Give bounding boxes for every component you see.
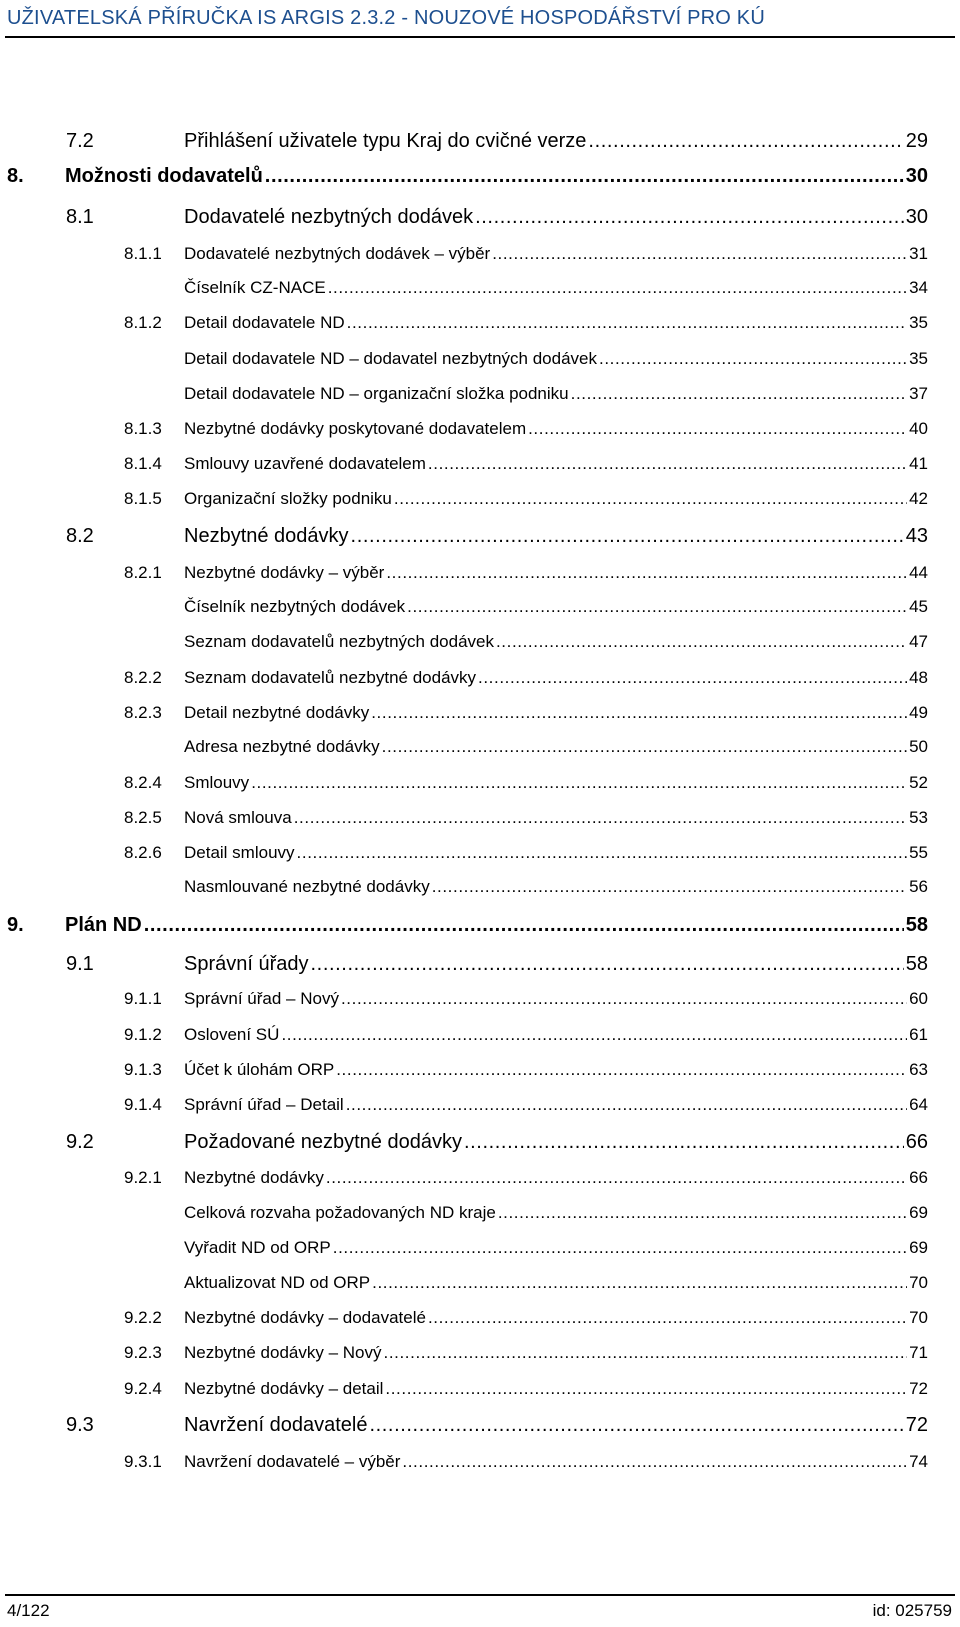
toc-entry-page: 72 (909, 1379, 928, 1398)
toc-dot-leader (498, 1203, 907, 1223)
toc-entry[interactable] (124, 1452, 928, 1472)
toc-entry-page: 63 (909, 1060, 928, 1079)
toc-entry-number: 8.1.1 (124, 244, 162, 263)
toc-dot-leader (475, 206, 904, 229)
toc-entry-number: 9. (7, 914, 24, 936)
toc-entry-title: Přihlášení uživatele typu Kraj do cvičné verze (184, 130, 587, 152)
toc-entry[interactable] (184, 877, 928, 897)
toc-entry-page: 41 (909, 454, 928, 473)
toc-entry-number: 9.1.4 (124, 1095, 162, 1114)
toc-entry-page: 34 (909, 278, 928, 297)
toc-entry[interactable] (124, 808, 928, 828)
toc-entry[interactable] (124, 1095, 928, 1115)
toc-entry[interactable] (184, 384, 928, 404)
toc-entry-page: 70 (909, 1273, 928, 1292)
toc-entry[interactable] (124, 1025, 928, 1045)
toc-entry[interactable] (124, 244, 928, 264)
toc-entry[interactable] (124, 1308, 928, 1328)
toc-entry-number: 9.2 (66, 1131, 94, 1153)
toc-entry[interactable] (66, 525, 928, 548)
toc-entry-title: Adresa nezbytné dodávky (184, 737, 380, 756)
toc-dot-leader (402, 1452, 907, 1472)
toc-entry-page: 58 (905, 953, 928, 975)
toc-entry[interactable] (184, 349, 928, 369)
toc-entry-title: Aktualizovat ND od ORP (184, 1273, 371, 1292)
toc-entry-page: 52 (909, 773, 928, 792)
toc-dot-leader (144, 914, 904, 937)
toc-entry-page: 47 (909, 632, 928, 651)
toc-entry-page: 50 (909, 737, 928, 756)
toc-entry-title: Požadované nezbytné dodávky (184, 1131, 462, 1153)
toc-entry-title: Detail dodavatele ND – organizační složka podniku (184, 384, 569, 403)
toc-entry[interactable] (124, 1379, 928, 1399)
page-number: 4/122 (7, 1601, 50, 1620)
toc-entry[interactable] (124, 668, 928, 688)
toc-entry[interactable] (124, 989, 928, 1009)
toc-entry-title: Plán ND (65, 914, 142, 936)
toc-entry-number: 8.1.2 (124, 313, 162, 332)
toc-entry-page: 55 (909, 843, 928, 862)
toc-entry-page: 69 (909, 1203, 928, 1222)
toc-entry[interactable] (124, 454, 928, 474)
toc-entry-title: Navržení dodavatelé – výběr (184, 1452, 401, 1471)
toc-entry[interactable] (124, 1168, 928, 1188)
toc-entry-page: 53 (909, 808, 928, 827)
toc-dot-leader (428, 454, 907, 474)
toc-dot-leader (588, 130, 903, 153)
toc-entry-page: 30 (905, 165, 928, 187)
toc-entry-page: 58 (905, 914, 928, 936)
toc-entry[interactable] (124, 313, 928, 333)
toc-dot-leader (386, 563, 907, 583)
toc-entry-title: Seznam dodavatelů nezbytné dodávky (184, 668, 477, 687)
toc-entry-title: Nasmlouvané nezbytné dodávky (184, 877, 430, 896)
toc-entry-page: 66 (909, 1168, 928, 1187)
toc-dot-leader (369, 1414, 903, 1437)
toc-entry-number: 9.2.3 (124, 1343, 162, 1362)
toc-entry[interactable] (124, 1343, 928, 1363)
toc-entry[interactable] (66, 130, 928, 153)
toc-entry-number: 8.1.3 (124, 419, 162, 438)
toc-entry-page: 45 (909, 597, 928, 616)
toc-entry-page: 44 (909, 563, 928, 582)
toc-entry-number: 9.1 (66, 953, 94, 975)
toc-dot-leader (341, 989, 907, 1009)
toc-entry-page: 71 (909, 1343, 928, 1362)
running-header: UŽIVATELSKÁ PŘÍRUČKA IS ARGIS 2.3.2 - NOUZOVÉ HOSPODÁŘSTVÍ PRO KÚ (7, 7, 765, 29)
toc-dot-leader (347, 313, 907, 333)
toc-dot-leader (428, 1308, 907, 1328)
toc-entry-number: 8.1.4 (124, 454, 162, 473)
toc-entry[interactable] (124, 419, 928, 439)
toc-entry-page: 29 (905, 130, 928, 152)
toc-entry-number: 8.2.4 (124, 773, 162, 792)
toc-entry-title: Nezbytné dodávky – dodavatelé (184, 1308, 426, 1327)
toc-entry-title: Dodavatelé nezbytných dodávek – výběr (184, 244, 491, 263)
toc-entry-number: 8. (7, 165, 24, 187)
toc-dot-leader (385, 1379, 907, 1399)
toc-dot-leader (571, 384, 907, 404)
toc-entry-number: 8.1.5 (124, 489, 162, 508)
toc-entry-page: 35 (909, 313, 928, 332)
toc-entry-page: 61 (909, 1025, 928, 1044)
toc-entry-number: 8.1 (66, 206, 94, 228)
toc-entry-page: 64 (909, 1095, 928, 1114)
toc-entry[interactable] (66, 1414, 928, 1437)
toc-entry[interactable] (124, 773, 928, 793)
toc-entry-number: 9.2.1 (124, 1168, 162, 1187)
toc-entry-number: 9.1.2 (124, 1025, 162, 1044)
toc-entry-number: 8.2 (66, 525, 94, 547)
toc-dot-leader (281, 1025, 907, 1045)
toc-entry-page: 74 (909, 1452, 928, 1471)
toc-dot-leader (294, 808, 907, 828)
toc-entry-title: Seznam dodavatelů nezbytných dodávek (184, 632, 494, 651)
toc-dot-leader (351, 525, 904, 548)
toc-entry[interactable] (66, 206, 928, 229)
toc-entry-page: 42 (909, 489, 928, 508)
toc-entry-title: Číselník CZ-NACE (184, 278, 326, 297)
toc-entry-number: 9.3 (66, 1414, 94, 1436)
toc-dot-leader (371, 703, 907, 723)
toc-entry-title: Detail dodavatele ND – dodavatel nezbytných dodávek (184, 349, 597, 368)
toc-dot-leader (326, 1168, 907, 1188)
toc-entry-title: Správní úřad – Nový (184, 989, 339, 1008)
toc-entry-title: Vyřadit ND od ORP (184, 1238, 331, 1257)
toc-dot-leader (464, 1131, 904, 1154)
toc-entry[interactable] (124, 489, 928, 509)
toc-entry[interactable] (184, 1273, 928, 1293)
toc-dot-leader (407, 597, 907, 617)
toc-entry-page: 37 (909, 384, 928, 403)
toc-dot-leader (599, 349, 907, 369)
toc-dot-leader (311, 953, 904, 976)
toc-entry[interactable] (184, 1203, 928, 1223)
toc-entry-title: Číselník nezbytných dodávek (184, 597, 406, 616)
toc-entry[interactable] (184, 632, 928, 652)
toc-entry[interactable] (184, 278, 928, 298)
toc-entry-title: Nezbytné dodávky – výběr (184, 563, 385, 582)
toc-dot-leader (528, 419, 907, 439)
toc-entry-title: Účet k úlohám ORP (184, 1060, 335, 1079)
toc-entry-title: Detail dodavatele ND (184, 313, 345, 332)
toc-entry-title: Oslovení SÚ (184, 1025, 280, 1044)
toc-entry[interactable] (184, 597, 928, 617)
toc-entry-number: 8.2.6 (124, 843, 162, 862)
toc-entry[interactable] (66, 953, 928, 976)
document-id: id: 025759 (872, 1601, 952, 1620)
toc-entry-number: 9.2.4 (124, 1379, 162, 1398)
toc-entry-title: Nezbytné dodávky (184, 1168, 324, 1187)
toc-entry-number: 9.1.3 (124, 1060, 162, 1079)
toc-entry-title: Organizační složky podniku (184, 489, 392, 508)
toc-entry-page: 66 (905, 1131, 928, 1153)
toc-entry-title: Správní úřad – Detail (184, 1095, 344, 1114)
toc-dot-leader (384, 1343, 908, 1363)
toc-entry-page: 31 (909, 244, 928, 263)
toc-entry-page: 43 (905, 525, 928, 547)
toc-entry-page: 48 (909, 668, 928, 687)
toc-entry-title: Správní úřady (184, 953, 309, 975)
toc-dot-leader (346, 1095, 907, 1115)
toc-entry-page: 49 (909, 703, 928, 722)
toc-entry-page: 72 (905, 1414, 928, 1436)
toc-dot-leader (496, 632, 907, 652)
toc-entry-title: Nová smlouva (184, 808, 292, 827)
toc-entry-number: 8.2.2 (124, 668, 162, 687)
toc-entry-title: Nezbytné dodávky (184, 525, 349, 547)
toc-dot-leader (336, 1060, 907, 1080)
toc-entry[interactable] (7, 165, 928, 188)
toc-entry-number: 9.3.1 (124, 1452, 162, 1471)
toc-entry-page: 56 (909, 877, 928, 896)
toc-entry[interactable] (66, 1131, 928, 1154)
toc-entry-page: 40 (909, 419, 928, 438)
toc-entry[interactable] (124, 703, 928, 723)
toc-entry-title: Možnosti dodavatelů (65, 165, 263, 187)
toc-entry[interactable] (124, 843, 928, 863)
toc-entry-number: 9.2.2 (124, 1308, 162, 1327)
toc-entry-number: 8.2.5 (124, 808, 162, 827)
toc-entry[interactable] (7, 914, 928, 937)
toc-entry-title: Nezbytné dodávky poskytované dodavatelem (184, 419, 527, 438)
toc-entry-title: Smlouvy (184, 773, 250, 792)
toc-entry-title: Nezbytné dodávky – detail (184, 1379, 384, 1398)
toc-entry-title: Dodavatelé nezbytných dodávek (184, 206, 474, 228)
toc-entry-title: Detail nezbytné dodávky (184, 703, 370, 722)
toc-dot-leader (297, 843, 908, 863)
toc-entry-number: 8.2.3 (124, 703, 162, 722)
toc-entry[interactable] (124, 563, 928, 583)
toc-dot-leader (492, 244, 907, 264)
toc-entry[interactable] (124, 1060, 928, 1080)
toc-dot-leader (394, 489, 907, 509)
toc-entry-title: Navržení dodavatelé (184, 1414, 368, 1436)
toc-dot-leader (372, 1273, 907, 1293)
toc-dot-leader (265, 165, 904, 188)
toc-entry-title: Celková rozvaha požadovaných ND kraje (184, 1203, 496, 1222)
toc-entry-page: 70 (909, 1308, 928, 1327)
toc-entry-page: 30 (905, 206, 928, 228)
toc-entry-title: Nezbytné dodávky – Nový (184, 1343, 382, 1362)
toc-dot-leader (478, 668, 907, 688)
toc-entry-number: 8.2.1 (124, 563, 162, 582)
toc-entry[interactable] (184, 737, 928, 757)
toc-dot-leader (328, 278, 907, 298)
footer-rule (5, 1594, 955, 1596)
toc-entry-page: 60 (909, 989, 928, 1008)
toc-dot-leader (333, 1238, 907, 1258)
toc-dot-leader (382, 737, 907, 757)
toc-entry-number: 7.2 (66, 130, 94, 152)
toc-entry[interactable] (184, 1238, 928, 1258)
toc-entry-number: 9.1.1 (124, 989, 162, 1008)
toc-dot-leader (432, 877, 907, 897)
toc-entry-page: 69 (909, 1238, 928, 1257)
toc-entry-page: 35 (909, 349, 928, 368)
toc-dot-leader (251, 773, 907, 793)
toc-entry-title: Smlouvy uzavřené dodavatelem (184, 454, 426, 473)
toc-entry-title: Detail smlouvy (184, 843, 295, 862)
